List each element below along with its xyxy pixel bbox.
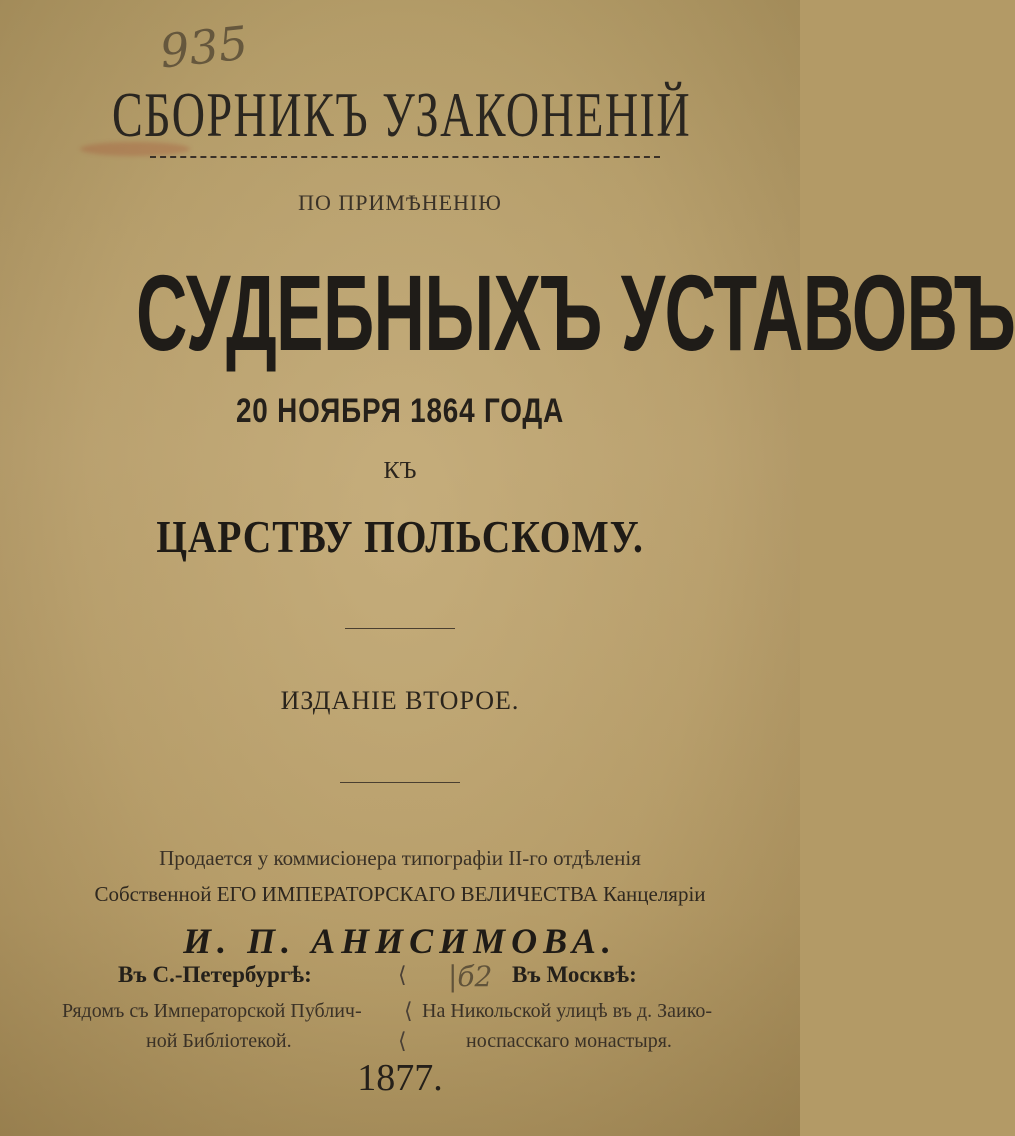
city-st-petersburg: Въ С.-Петербургѣ: <box>118 962 312 987</box>
title-collection-of-statutes: СБОРНИКЪ УЗАКОНЕНІЙ <box>112 79 692 150</box>
publisher-name: И. П. АНИСИМОВА. <box>183 921 617 961</box>
title-rule <box>150 156 660 158</box>
brace-mark-2: ⟨ <box>404 998 413 1023</box>
brace-mark-3: ⟨ <box>398 1028 407 1053</box>
edition-label: ИЗДАНІЕ ВТОРОЕ. <box>280 686 520 715</box>
moscow-address-line-2: носпасскаго монастыря. <box>466 1030 672 1052</box>
title-kingdom-of-poland: ЦАРСТВУ ПОЛЬСКОМУ. <box>156 511 644 562</box>
divider-2 <box>340 782 460 783</box>
handwritten-middle-mark: |б2 <box>448 960 493 993</box>
moscow-address-line-1: На Никольской улицѣ въ д. Заико- <box>422 1000 713 1022</box>
publication-year: 1877. <box>357 1057 443 1099</box>
title-date: 20 НОЯБРЯ 1864 ГОДА <box>235 392 565 430</box>
brace-mark: ⟨ <box>398 962 407 987</box>
sale-line-2: Собственной ЕГО ИМПЕРАТОРСКАГО ВЕЛИЧЕСТВА Канцеляріи <box>94 882 706 906</box>
city-moscow: Въ Москвѣ: <box>512 962 637 987</box>
title-on-application: ПО ПРИМѢНЕНІЮ <box>298 190 502 215</box>
spb-address-line-1: Рядомъ съ Императорской Публич- <box>62 1000 362 1022</box>
title-preposition: КЪ <box>383 458 417 484</box>
title-judicial-statutes: СУДЕБНЫХЪ УСТАВОВЪ <box>136 252 1015 373</box>
handwritten-shelf-number: 935 <box>157 15 251 79</box>
spb-address-line-2: ной Библіотекой. <box>146 1030 292 1052</box>
sale-line-1: Продается у коммисіонера типографіи II-го отдѣленія <box>159 846 641 870</box>
divider-1 <box>345 628 455 629</box>
